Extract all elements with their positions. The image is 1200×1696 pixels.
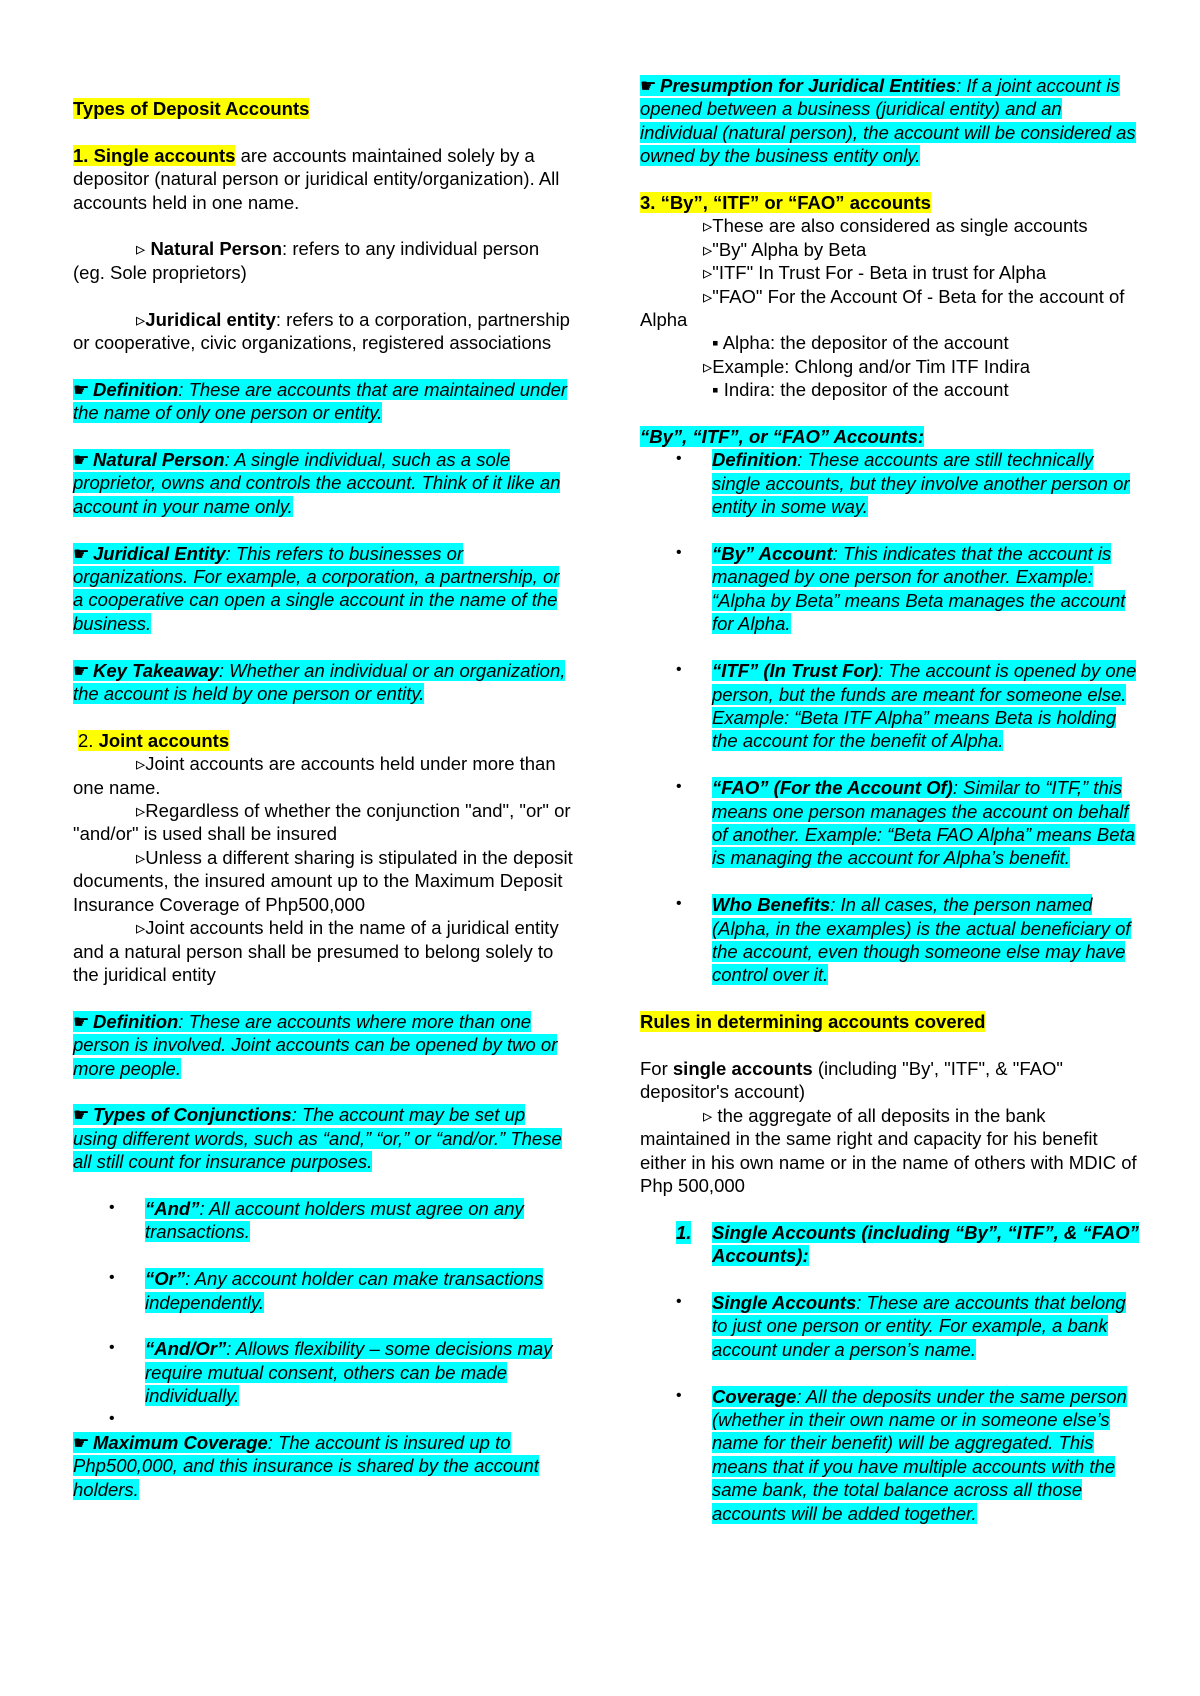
by-line-5: ▪ Alpha: the depositor of the account — [640, 331, 1140, 354]
joint-note-max-coverage: ☛ Maximum Coverage: The account is insured up to Php500,000, and this insurance is shared by the account holders. — [73, 1431, 539, 1500]
pointing-hand-icon: ☛ — [73, 542, 90, 564]
bullet-icon: ▹ — [136, 238, 151, 260]
by-bullet-fao: • “FAO” (For the Account Of): Similar to “ITF,” this means one person manages the account on behalf of another. Example: “Beta FAO Alpha” means Beta is managing the account for Alpha’s benefit. — [676, 777, 1135, 869]
joint-accounts-heading: 2. Joint accounts — [78, 729, 230, 751]
bullet-icon: ▹ — [703, 262, 713, 284]
by-line-1: ▹These are also considered as single accounts — [640, 214, 1140, 237]
bullet-icon: • — [109, 1409, 115, 1427]
numbered-single-accounts: 1. Single Accounts (including “By”, “ITF”, & “FAO” Accounts): — [676, 1221, 1139, 1267]
single-note-definition: ☛ Definition: These are accounts that are maintained under the name of only one person or entity. — [73, 378, 568, 424]
rules-heading: Rules in determining accounts covered — [640, 1011, 986, 1033]
bullet-icon: ▹ — [703, 1104, 713, 1126]
final-bullet-coverage: • Coverage: All the deposits under the same person (whether in their own name or in someone else’s name for their benefit) will be aggregated. This means that if you have multiple accounts with the same bank, the total balance across all those accounts will be added together. — [676, 1385, 1127, 1524]
pointing-hand-icon: ☛ — [73, 659, 90, 681]
bullet-icon: ▹ — [136, 753, 146, 775]
bullet-icon: • — [109, 1269, 115, 1287]
bullet-icon: • — [676, 450, 682, 468]
by-line-3: ▹"ITF" In Trust For - Beta in trust for Alpha — [640, 261, 1140, 284]
right-column — [640, 74, 1140, 1525]
bullet-icon: • — [676, 1386, 682, 1404]
rules-single-accounts: For single accounts (including "By', "ITF", & "FAO" depositor's account) — [640, 1057, 1063, 1103]
conjunction-and: • “And”: All account holders must agree on any transactions. — [109, 1197, 524, 1243]
juridical-entity-def: ▹Juridical entity: refers to a corporation, partnership or cooperative, civic organizations, registered associations — [73, 308, 570, 354]
joint-point-4: ▹Joint accounts held in the name of a juridical entity and a natural person shall be presumed to belong solely to the juridical entity — [73, 917, 559, 985]
joint-note-conjunctions: ☛ Types of Conjunctions: The account may be set up using different words, such as “and,” “or,” or “and/or.” These all still count for insurance purposes. — [73, 1104, 562, 1173]
left-column — [73, 97, 573, 1501]
bullet-icon: ▹ — [703, 215, 713, 237]
single-note-natural-person: ☛ Natural Person: A single individual, such as a sole proprietor, owns and controls the account. Think of it like an account in your name only. — [73, 449, 561, 517]
bullet-icon: ▹ — [136, 846, 146, 868]
joint-point-3: ▹Unless a different sharing is stipulated in the deposit documents, the insured amount up to the Maximum Deposit Insurance Coverage of Php500,000 — [73, 846, 573, 915]
by-bullet-by-account: • “By” Account: This indicates that the account is managed by one person for another. Example: “Alpha by Beta” means Beta manages the account for Alpha. — [676, 543, 1126, 635]
by-sub-heading: “By”, “ITF”, or “FAO” Accounts: — [640, 426, 925, 448]
pointing-hand-icon: ☛ — [73, 449, 90, 471]
natural-person-def: ▹ Natural Person: refers to any individual person (eg. Sole proprietors) — [73, 238, 540, 283]
by-line-6: ▹Example: Chlong and/or Tim ITF Indira — [640, 355, 1140, 378]
pointing-hand-icon: ☛ — [73, 378, 90, 400]
joint-note-definition: ☛ Definition: These are accounts where more than one person is involved. Joint accounts can be opened by two or more people. — [73, 1010, 558, 1079]
pointing-hand-icon: ☛ — [640, 75, 657, 96]
conjunction-and-or: • “And/Or”: Allows flexibility – some decisions may require mutual consent, others can be made individually. — [109, 1338, 553, 1407]
by-line-2: ▹"By" Alpha by Beta — [640, 238, 1140, 261]
bullet-icon: ▹ — [136, 308, 146, 330]
presumption-note: ☛ Presumption for Juridical Entities: If a joint account is opened between a business (juridical entity) and an individual (natural person), the account will be considered as owned by the business entity only. — [640, 75, 1136, 167]
by-line-4: ▹"FAO" For the Account Of - Beta for the account of Alpha — [640, 285, 1125, 331]
bullet-icon: ▹ — [136, 800, 146, 822]
bullet-icon: ▹ — [136, 917, 146, 939]
bullet-icon: ▪ — [712, 379, 724, 401]
bullet-icon: • — [676, 895, 682, 913]
single-note-juridical-entity: ☛ Juridical Entity: This refers to businesses or organizations. For example, a corporation, a partnership, or a cooperative can open a single account in the name of the business. — [73, 542, 560, 634]
empty-bullet — [109, 1408, 573, 1431]
pointing-hand-icon: ☛ — [73, 1104, 90, 1126]
by-bullet-who-benefits: • Who Benefits: In all cases, the person named (Alpha, in the examples) is the actual beneficiary of the account, even though someone else may have control over it. — [676, 894, 1131, 986]
bullet-icon: ▹ — [703, 285, 713, 307]
bullet-icon: • — [676, 661, 682, 679]
single-accounts-intro: 1. Single accounts are accounts maintained solely by a depositor (natural person or juridical entity/organization). All accounts held in one name. — [73, 144, 560, 213]
document-title: Types of Deposit Accounts — [73, 98, 310, 119]
pointing-hand-icon: ☛ — [73, 1431, 90, 1453]
rules-aggregate-point: ▹ the aggregate of all deposits in the bank maintained in the same right and capacity for his benefit either in his own name or in the name of others with MDIC of Php 500,000 — [640, 1104, 1137, 1196]
bullet-icon: ▹ — [703, 238, 713, 260]
bullet-icon: • — [676, 544, 682, 562]
bullet-icon: • — [109, 1339, 115, 1357]
by-bullet-itf: • “ITF” (In Trust For): The account is opened by one person, but the funds are meant for someone else. Example: “Beta ITF Alpha” means Beta is holding the account for the benefit of Alpha. — [676, 660, 1137, 752]
conjunction-or: • “Or”: Any account holder can make transactions independently. — [109, 1268, 544, 1313]
final-bullet-single-accounts: • Single Accounts: These are accounts that belong to just one person or entity. For example, a bank account under a person’s name. — [676, 1291, 1126, 1360]
pointing-hand-icon: ☛ — [73, 1010, 90, 1032]
bullet-icon: ▪ — [712, 332, 723, 354]
bullet-icon: • — [676, 1292, 682, 1310]
joint-point-1: ▹Joint accounts are accounts held under more than one name. — [73, 753, 556, 798]
by-bullet-definition: • Definition: These accounts are still technically single accounts, but they involve another person or entity in some way. — [676, 449, 1130, 518]
joint-point-2: ▹Regardless of whether the conjunction "and", "or" or "and/or" is used shall be insured — [73, 800, 571, 845]
single-note-key-takeaway: ☛ Key Takeaway: Whether an individual or an organization, the account is held by one person or entity. — [73, 659, 566, 705]
bullet-icon: • — [676, 778, 682, 796]
by-line-7: ▪ Indira: the depositor of the account — [640, 378, 1140, 401]
bullet-icon: • — [109, 1198, 115, 1216]
by-itf-fao-heading: 3. “By”, “ITF” or “FAO” accounts — [640, 192, 931, 214]
bullet-icon: ▹ — [703, 355, 713, 377]
